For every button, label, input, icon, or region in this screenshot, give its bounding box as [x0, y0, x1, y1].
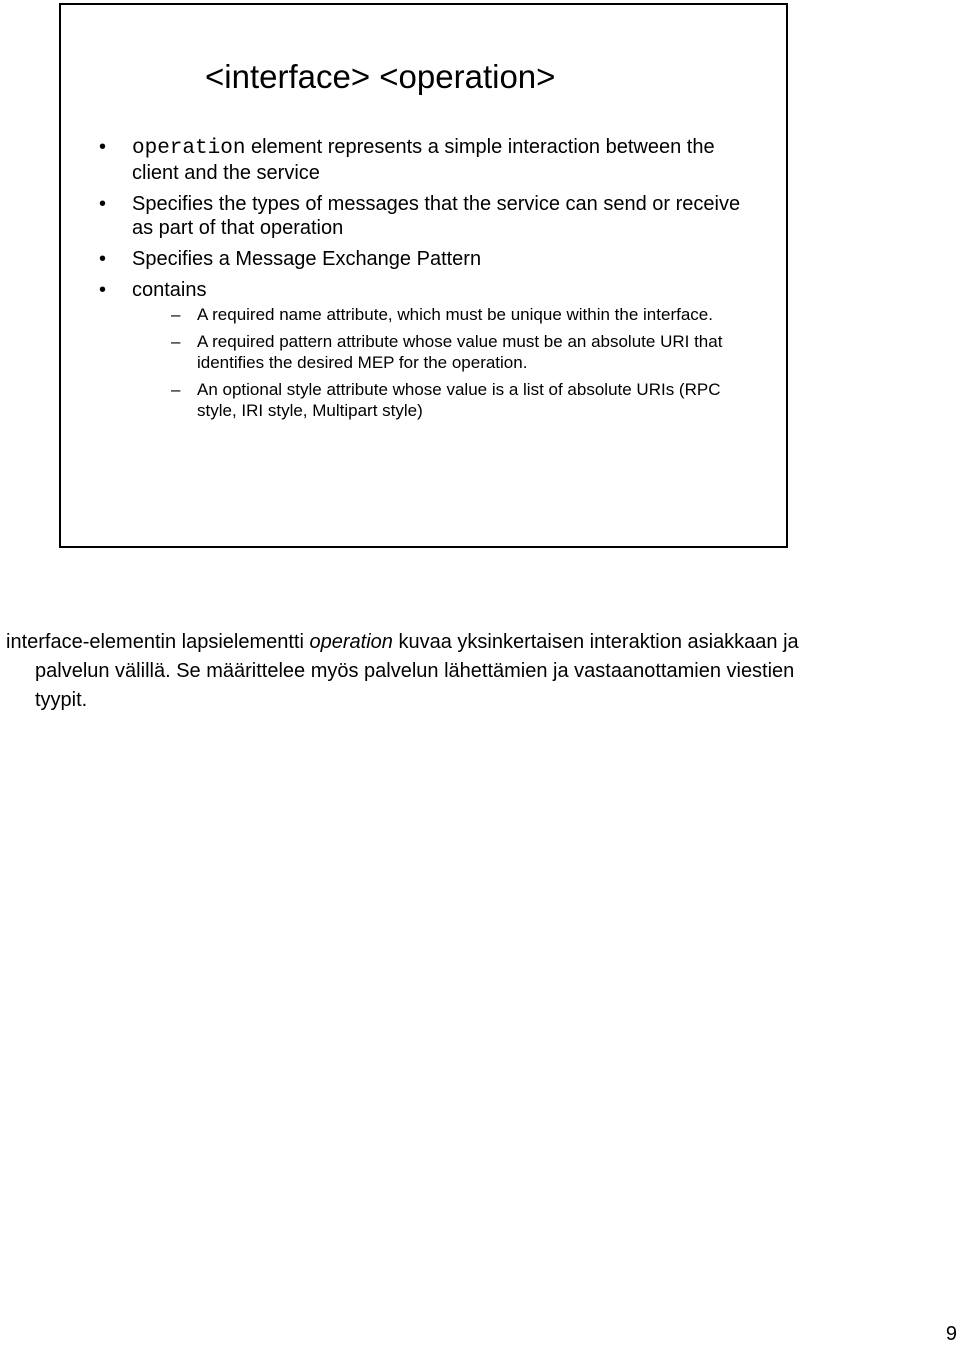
sub-bullet-list [132, 304, 759, 421]
dash-icon: – [171, 305, 181, 324]
caption-italic-term: operation [309, 631, 393, 653]
caption-text: interface-elementin lapsielementti [6, 631, 310, 653]
bullet-dot-icon: • [99, 136, 107, 158]
bullet-dot-icon: • [99, 193, 107, 215]
bullet-text: Specifies a Message Exchange Pattern [132, 248, 482, 270]
bullet-item-contains [99, 278, 759, 421]
bullet-dot-icon: • [99, 279, 107, 301]
bullet-text: element represents a simple interaction between the client and the service [132, 136, 715, 184]
sub-bullet-pattern-attribute [132, 331, 759, 373]
bullet-item-operation [99, 135, 759, 185]
sub-bullet-text: A required pattern attribute whose value must be an absolute URI that identifies the desired MEP for the operation. [197, 332, 723, 372]
caption-text: kuvaa yksinkertaisen interaktion asiakkaan ja palvelun välillä. Se määrittelee myös palvelun lähettämien ja vastaanottamien viestien tyypit. [35, 631, 799, 711]
bullet-text: Specifies the types of messages that the service can send or receive as part of that operation [132, 193, 741, 239]
bullet-list [99, 135, 759, 428]
bullet-item-message-types [99, 192, 759, 240]
code-term: operation [132, 137, 246, 160]
sub-bullet-style-attribute [132, 379, 759, 421]
bullet-dot-icon: • [99, 248, 107, 270]
bullet-item-mep [99, 247, 759, 271]
page-number: 9 [945, 1323, 957, 1345]
slide-caption [6, 628, 835, 715]
slide-title: <interface> <operation> [205, 58, 556, 95]
dash-icon: – [171, 332, 181, 351]
dash-icon: – [171, 380, 181, 399]
slide-frame [59, 3, 788, 548]
bullet-text: contains [132, 279, 207, 301]
sub-bullet-text: A required name attribute, which must be unique within the interface. [197, 305, 713, 324]
sub-bullet-name-attribute [132, 304, 759, 325]
sub-bullet-text: An optional style attribute whose value is a list of absolute URIs (RPC style, IRI style, Multipart style) [197, 380, 721, 420]
